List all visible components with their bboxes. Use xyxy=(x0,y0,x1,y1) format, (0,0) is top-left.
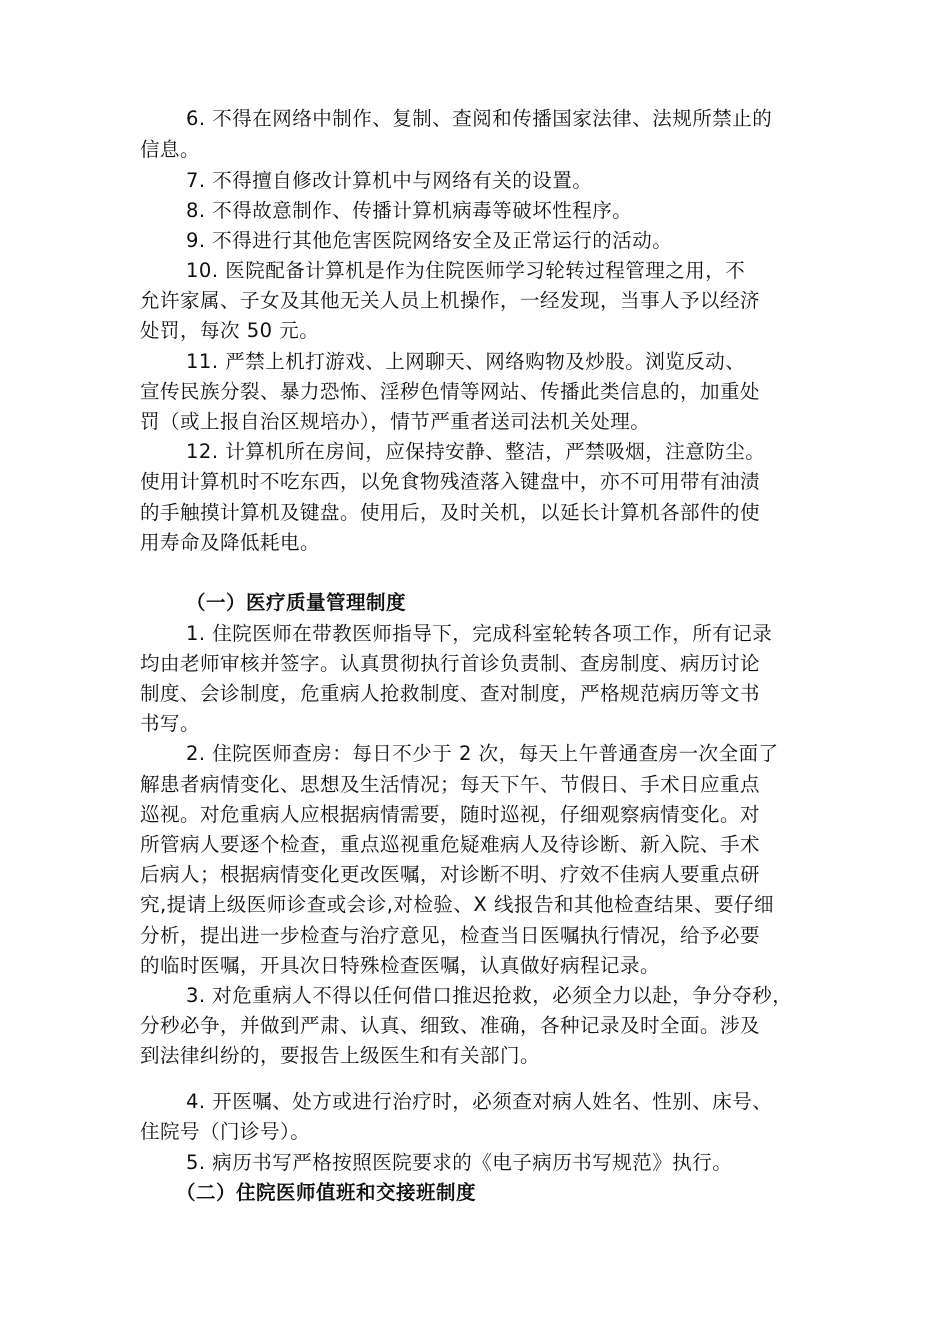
quality-rule-2-line-8: 的临时医嘱，开具次日特殊检查医嘱，认真做好病程记录。 xyxy=(140,954,661,977)
rule-11-line-3: 罚（或上报自治区规培办），情节严重者送司法机关处理。 xyxy=(140,410,651,433)
quality-rule-2-line-6: 究,提请上级医师诊查或会诊,对检验、X 线报告和其他检查结果、要仔细 xyxy=(140,893,774,916)
quality-rule-4-line-2: 住院号（门诊号）。 xyxy=(140,1120,311,1143)
rule-6-line-2: 信息。 xyxy=(140,138,201,161)
quality-rule-5: 5. 病历书写严格按照医院要求的《电子病历书写规范》执行。 xyxy=(186,1151,733,1174)
section-heading-1: （一）医疗质量管理制度 xyxy=(186,591,407,614)
rule-7: 7. 不得擅自修改计算机中与网络有关的设置。 xyxy=(186,169,593,192)
rule-12-line-1: 12. 计算机所在房间，应保持安静、整洁，严禁吸烟，注意防尘。 xyxy=(186,440,766,463)
rule-12-line-3: 的手触摸计算机及键盘。使用后，及时关机，以延长计算机各部件的使 xyxy=(140,501,761,524)
quality-rule-1-line-2: 均由老师审核并签字。认真贯彻执行首诊负责制、查房制度、病历讨论 xyxy=(140,652,761,675)
rule-12-line-2: 使用计算机时不吃东西，以免食物残渣落入键盘中，亦不可用带有油渍 xyxy=(140,470,761,493)
quality-rule-1-line-3: 制度、会诊制度，危重病人抢救制度、查对制度，严格规范病历等文书 xyxy=(140,682,761,705)
rule-6-line-1: 6. 不得在网络中制作、复制、查阅和传播国家法律、法规所禁止的 xyxy=(186,107,773,130)
quality-rule-3-line-1: 3. 对危重病人不得以任何借口推迟抢救，必须全力以赴，争分夺秒， xyxy=(186,984,793,1007)
rule-10-line-3: 处罚，每次 50 元。 xyxy=(140,319,320,342)
rule-10-line-1: 10. 医院配备计算机是作为住院医师学习轮转过程管理之用，不 xyxy=(186,259,746,282)
quality-rule-2-line-1: 2. 住院医师查房：每日不少于 2 次，每天上午普通查房一次全面了 xyxy=(186,742,779,765)
rule-11-line-1: 11. 严禁上机打游戏、上网聊天、网络购物及炒股。浏览反动、 xyxy=(186,350,746,373)
rule-10-line-2: 允许家属、子女及其他无关人员上机操作，一经发现，当事人予以经济 xyxy=(140,289,761,312)
quality-rule-3-line-2: 分秒必争，并做到严肃、认真、细致、准确，各种记录及时全面。涉及 xyxy=(140,1014,761,1037)
quality-rule-1-line-4: 书写。 xyxy=(140,712,201,735)
rule-12-line-4: 用寿命及降低耗电。 xyxy=(140,531,321,554)
rule-9: 9. 不得进行其他危害医院网络安全及正常运行的活动。 xyxy=(186,229,673,252)
rule-8: 8. 不得故意制作、传播计算机病毒等破坏性程序。 xyxy=(186,199,633,222)
quality-rule-2-line-7: 分析，提出进一步检查与治疗意见，检查当日医嘱执行情况，给予必要 xyxy=(140,924,761,947)
quality-rule-2-line-3: 巡视。对危重病人应根据病情需要，随时巡视，仔细观察病情变化。对 xyxy=(140,803,761,826)
quality-rule-4-line-1: 4. 开医嘱、处方或进行治疗时，必须查对病人姓名、性别、床号、 xyxy=(186,1090,773,1113)
quality-rule-2-line-5: 后病人；根据病情变化更改医嘱，对诊断不明、疗效不佳病人要重点研 xyxy=(140,863,761,886)
quality-rule-3-line-3: 到法律纠纷的，要报告上级医生和有关部门。 xyxy=(140,1044,541,1067)
rule-11-line-2: 宣传民族分裂、暴力恐怖、淫秽色情等网站、传播此类信息的，加重处 xyxy=(140,380,761,403)
quality-rule-2-line-2: 解患者病情变化、思想及生活情况；每天下午、节假日、手术日应重点 xyxy=(140,773,761,796)
quality-rule-1-line-1: 1. 住院医师在带教医师指导下，完成科室轮转各项工作，所有记录 xyxy=(186,622,773,645)
quality-rule-2-line-4: 所管病人要逐个检查，重点巡视重危疑难病人及待诊断、新入院、手术 xyxy=(140,833,761,856)
section-heading-2: （二）住院医师值班和交接班制度 xyxy=(176,1181,477,1204)
